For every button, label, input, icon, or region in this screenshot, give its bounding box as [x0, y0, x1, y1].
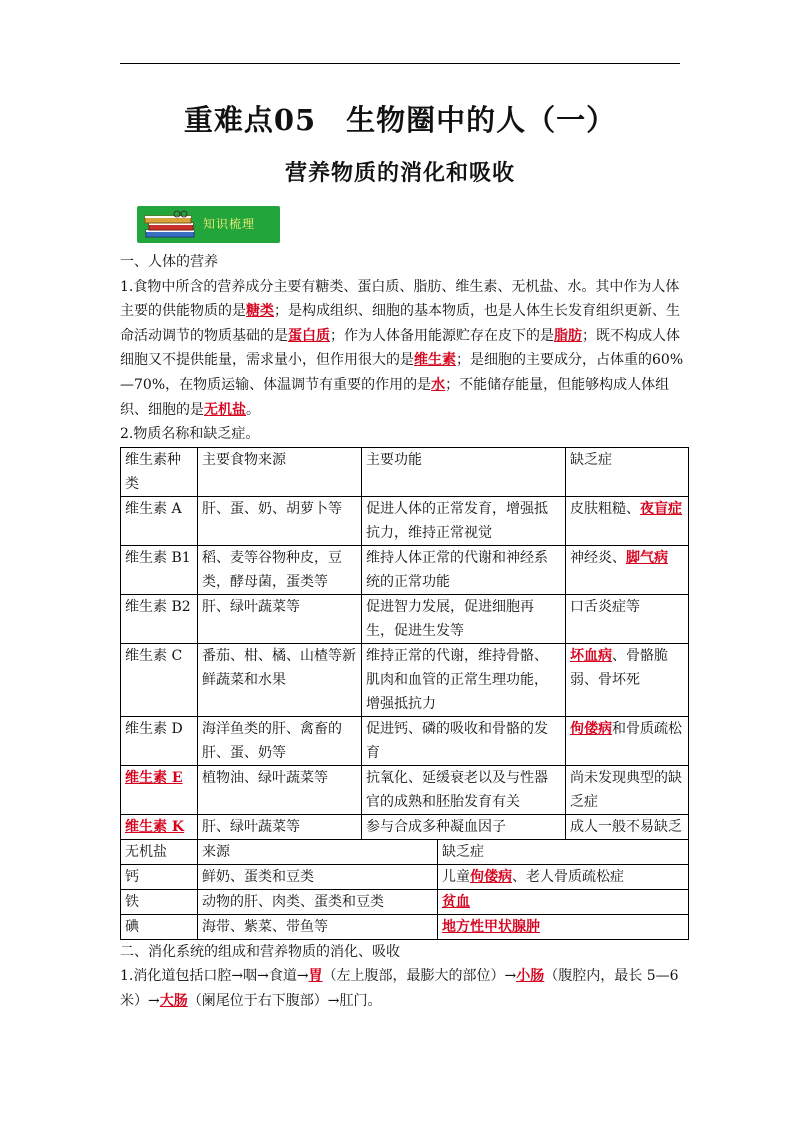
table-cell — [198, 864, 438, 889]
vitamin-table-body — [121, 496, 689, 839]
text-run: 促进人体的正常发育，增强抵抗力，维持正常视觉 — [366, 500, 548, 541]
table-header-cell: 主要食物来源 — [198, 447, 362, 496]
highlight-term: 糖类 — [246, 303, 274, 320]
text-run: 铁 — [125, 893, 139, 910]
highlight-term: 维生素 K — [125, 818, 185, 835]
text-run: （腹腔内，最长 5—6 米）→ — [120, 968, 679, 1009]
text-run: 口舌炎症等 — [570, 598, 640, 615]
mineral-table — [120, 839, 689, 940]
highlight-term: 水 — [431, 376, 446, 393]
table-cell — [198, 545, 362, 594]
table-cell — [198, 716, 362, 765]
text-run: 肝、绿叶蔬菜等 — [202, 598, 300, 615]
text-run: 钙 — [125, 868, 139, 885]
text-run: 神经炎、 — [570, 549, 626, 566]
table-row — [121, 545, 689, 594]
table-row — [121, 716, 689, 765]
table-row — [121, 814, 689, 839]
text-run: 尚未发现典型的缺乏症 — [570, 769, 682, 810]
table-cell — [121, 716, 198, 765]
table-header-cell: 主要功能 — [362, 447, 566, 496]
header-rule — [120, 63, 680, 64]
text-run: 促进智力发展，促进细胞再生，促进生发等 — [366, 598, 534, 639]
table-cell — [362, 716, 566, 765]
table-row — [121, 765, 689, 814]
table-row — [121, 643, 689, 716]
text-run: 1.消化道包括口腔→咽→食道→ — [120, 968, 309, 985]
table-cell — [566, 814, 689, 839]
table-row — [121, 889, 689, 914]
table-cell — [362, 496, 566, 545]
books-icon — [143, 210, 199, 240]
table-header-row — [121, 447, 689, 496]
table-cell — [566, 765, 689, 814]
text-run: 、老人骨质疏松症 — [512, 868, 624, 885]
table-cell — [438, 864, 689, 889]
vitamin-intro: 2.物质名称和缺乏症。 — [120, 426, 260, 443]
table-header-cell: 缺乏症 — [566, 447, 689, 496]
text-run: 抗氧化、延缓衰老以及与性器官的成熟和胚胎发育有关 — [366, 769, 548, 810]
text-run: 稻、麦等谷物种皮，豆类，酵母菌，蛋类等 — [202, 549, 342, 590]
table-row — [121, 914, 689, 939]
table-header-cell: 维生素种类 — [121, 447, 198, 496]
vitamin-table — [120, 447, 689, 840]
text-run: 植物油、绿叶蔬菜等 — [202, 769, 328, 786]
table-header-cell: 无机盐 — [121, 839, 198, 864]
table-cell — [121, 594, 198, 643]
text-run: ；是细胞的主要成分，占体重的60%—70%，在物质运输、体温调节有重要的作用的是 — [120, 352, 684, 393]
text-run: 海带、紫菜、带鱼等 — [202, 918, 328, 935]
text-run: 成人一般不易缺乏 — [570, 818, 682, 835]
text-run: 鲜奶、蛋类和豆类 — [202, 868, 314, 885]
text-run: 碘 — [125, 918, 139, 935]
table-cell — [438, 889, 689, 914]
highlight-term: 无机盐 — [204, 401, 246, 418]
page-subtitle: 营养物质的消化和吸收 — [284, 160, 515, 186]
text-run: 维生素 D — [125, 720, 183, 737]
highlight-term: 佝偻病 — [570, 720, 612, 737]
page-title: 重难点05 生物圈中的人（一） — [183, 103, 617, 137]
table-cell — [566, 545, 689, 594]
text-run: 动物的肝、肉类、蛋类和豆类 — [202, 893, 384, 910]
table-cell — [198, 496, 362, 545]
nutrition-paragraph — [120, 275, 690, 423]
highlight-term: 坏血病 — [570, 647, 612, 664]
highlight-term: 小肠 — [516, 968, 545, 985]
text-run: 和骨质疏松 — [612, 720, 682, 737]
table-cell — [121, 914, 198, 939]
table-cell — [121, 889, 198, 914]
table-header-cell: 来源 — [198, 839, 438, 864]
table-cell — [566, 716, 689, 765]
text-run: 参与合成多种凝血因子 — [366, 818, 506, 835]
text-run: 番茄、柑、橘、山楂等新鲜蔬菜和水果 — [202, 647, 356, 688]
table-cell — [121, 643, 198, 716]
highlight-term: 夜盲症 — [640, 500, 682, 517]
section-badge-label: 知识梳理 — [203, 217, 256, 231]
table-cell — [121, 496, 198, 545]
table-cell — [198, 594, 362, 643]
highlight-term: 维生素 — [414, 352, 456, 369]
table-cell — [198, 889, 438, 914]
text-run: 海洋鱼类的肝、禽畜的肝、蛋、奶等 — [202, 720, 342, 761]
table-cell — [198, 914, 438, 939]
text-run: 促进钙、磷的吸收和骨骼的发育 — [366, 720, 548, 761]
highlight-term: 大肠 — [159, 992, 188, 1009]
table-cell — [362, 594, 566, 643]
text-run: 。 — [246, 401, 260, 418]
text-run: 、骨骼脆弱、骨坏死 — [570, 647, 668, 688]
section-heading: 一、人体的营养 — [120, 254, 218, 270]
table-cell — [566, 643, 689, 716]
text-run: 维生素 C — [125, 647, 183, 664]
text-run: 维生素 B1 — [125, 549, 191, 566]
highlight-term: 贫血 — [442, 893, 470, 910]
text-run: ；是构成组织、细胞的基本物质，也是人体生长发育组织更新、生命活动调节的物质基础的是 — [120, 303, 680, 344]
text-run: 维生素 A — [125, 500, 182, 517]
table-cell — [362, 814, 566, 839]
table-cell — [121, 545, 198, 594]
highlight-term: 地方性甲状腺肿 — [442, 918, 540, 935]
text-run: 维持正常的代谢，维持骨骼、肌肉和血管的正常生理功能，增强抵抗力 — [366, 647, 548, 712]
section-badge — [137, 206, 280, 243]
table-cell — [198, 814, 362, 839]
highlight-term: 脂肪 — [554, 327, 582, 344]
text-run: 肝、蛋、奶、胡萝卜等 — [202, 500, 342, 517]
text-run: ；作为人体备用能源贮存在皮下的是 — [330, 327, 554, 344]
table-cell — [438, 914, 689, 939]
highlight-term: 佝偻病 — [470, 868, 512, 885]
text-run: 1.食物中所含的营养成分主要有糖类、蛋白质、脂肪、维生素、无机盐、水。其中作为人体主要的供能物质的是 — [120, 278, 680, 320]
text-run: （左上腹部，最膨大的部位）→ — [322, 968, 517, 985]
table-row — [121, 496, 689, 545]
digestive-tract-paragraph — [120, 964, 690, 1013]
text-run: 维持人体正常的代谢和神经系统的正常功能 — [366, 549, 548, 590]
table-cell — [566, 496, 689, 545]
mineral-table-body — [121, 864, 689, 939]
table-cell — [362, 765, 566, 814]
highlight-term: 维生素 E — [125, 769, 183, 786]
text-run: ；既不构成人体细胞又不提供能量，需求量小，但作用很大的是 — [120, 327, 680, 369]
highlight-term: 脚气病 — [626, 549, 668, 566]
text-run: ；不能储存能量，但能够构成人体组织、细胞的是 — [120, 376, 670, 418]
table-row — [121, 594, 689, 643]
text-run: 儿童 — [442, 868, 470, 885]
text-run: 皮肤粗糙、 — [570, 500, 640, 517]
highlight-term: 蛋白质 — [288, 327, 330, 344]
table-cell — [362, 643, 566, 716]
table-row — [121, 864, 689, 889]
table-cell — [121, 864, 198, 889]
text-run: 维生素 B2 — [125, 598, 191, 615]
table-header-cell: 缺乏症 — [438, 839, 689, 864]
table-cell — [198, 643, 362, 716]
content-body — [120, 250, 690, 1014]
table-header-row — [121, 839, 689, 864]
section-heading: 二、消化系统的组成和营养物质的消化、吸收 — [120, 943, 400, 960]
table-cell — [198, 765, 362, 814]
highlight-term: 胃 — [308, 968, 323, 985]
text-run: （阑尾位于右下腹部）→肛门。 — [187, 992, 382, 1009]
table-cell — [121, 814, 198, 839]
table-cell — [121, 765, 198, 814]
text-run: 肝、绿叶蔬菜等 — [202, 818, 300, 835]
table-cell — [566, 594, 689, 643]
table-cell — [362, 545, 566, 594]
